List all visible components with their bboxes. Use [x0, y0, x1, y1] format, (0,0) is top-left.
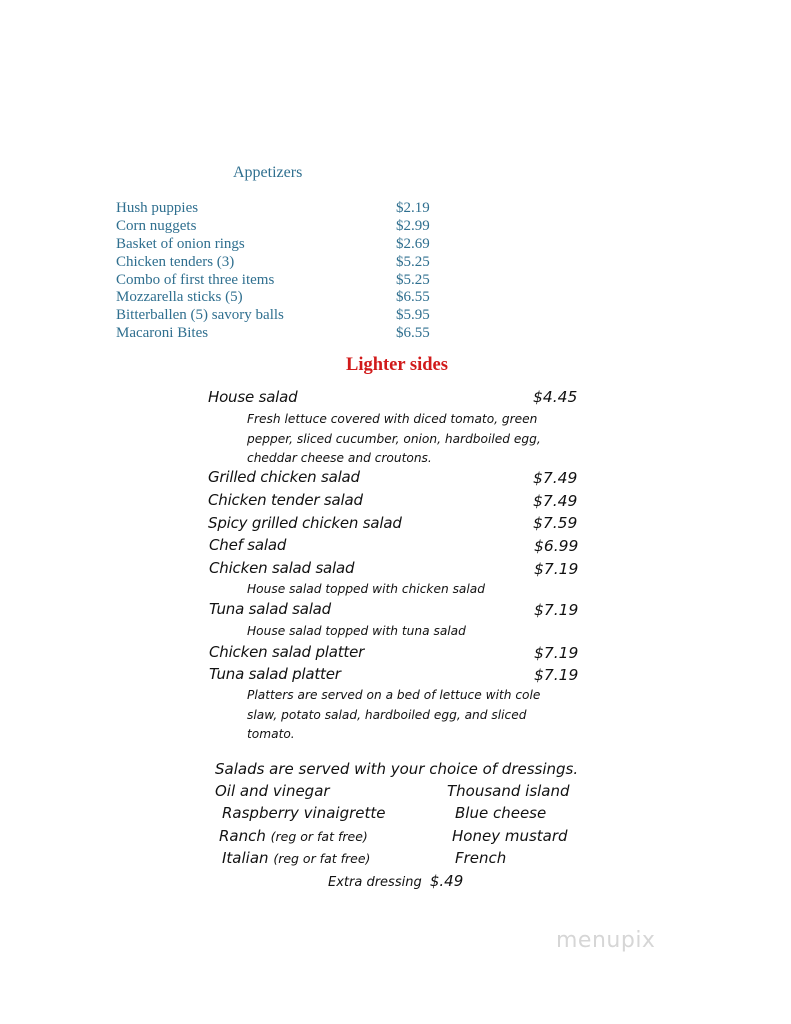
menupix-watermark: menupix	[556, 928, 656, 953]
list-item	[116, 289, 436, 307]
tuna-salad-salad-price: $7.19	[534, 601, 579, 619]
dressing-oil-vinegar: Oil and vinegar	[215, 782, 330, 800]
item-name: Chicken tenders (3)	[116, 253, 235, 270]
item-name: Mozzarella sticks (5)	[116, 289, 243, 306]
item-price: $5.25	[396, 253, 430, 270]
list-item	[116, 254, 436, 272]
item-name: Hush puppies	[116, 200, 199, 216]
grilled-chicken-salad-name: Grilled chicken salad	[208, 468, 360, 486]
chicken-salad-salad-name: Chicken salad salad	[209, 559, 355, 577]
item-name: Combo of first three items	[116, 271, 275, 288]
item-name: Basket of onion rings	[116, 235, 245, 252]
appetizers-heading: Appetizers	[233, 164, 303, 181]
chicken-salad-platter-price: $7.19	[534, 644, 579, 662]
item-price: $6.55	[396, 289, 430, 306]
list-item	[116, 272, 436, 290]
dressing-blue-cheese: Blue cheese	[455, 804, 547, 822]
tuna-salad-platter-name: Tuna salad platter	[209, 665, 341, 683]
item-price: $5.25	[396, 271, 430, 288]
lighter-sides-heading: Lighter sides	[346, 355, 448, 375]
dressing-honey-mustard: Honey mustard	[452, 827, 568, 845]
extra-dressing	[328, 872, 463, 890]
item-name: Bitterballen (5) savory balls	[116, 307, 284, 324]
item-price: $5.95	[396, 307, 430, 324]
dressing-italian-label: Italian	[222, 849, 269, 867]
chef-salad-name: Chef salad	[209, 536, 287, 554]
chef-salad-price: $6.99	[534, 537, 579, 555]
platters-description: Platters are served on a bed of lettuce with cole slaw, potato salad, hardboiled egg, and sliced tomato.	[247, 688, 541, 741]
tuna-salad-platter-price: $7.19	[534, 666, 579, 684]
list-item	[116, 200, 436, 218]
appetizers-list	[116, 200, 436, 343]
list-item	[116, 218, 436, 236]
chicken-tender-salad-price: $7.49	[533, 492, 578, 510]
dressing-raspberry-vinaigrette: Raspberry vinaigrette	[222, 804, 386, 822]
dressing-ranch	[219, 827, 368, 845]
list-item	[116, 236, 436, 254]
item-price: $2.69	[396, 235, 430, 252]
dressing-ranch-note: (reg or fat free)	[270, 829, 368, 844]
house-salad-price: $4.45	[533, 388, 578, 406]
chicken-salad-salad-description: House salad topped with chicken salad	[247, 582, 485, 596]
house-salad-description: Fresh lettuce covered with diced tomato, green pepper, sliced cucumber, onion, hardboiled egg, cheddar cheese and croutons.	[247, 412, 541, 465]
item-price: $6.55	[396, 325, 430, 342]
item-price: $2.99	[396, 217, 430, 234]
house-salad-name: House salad	[208, 388, 298, 406]
chicken-salad-salad-price: $7.19	[534, 560, 579, 578]
list-item	[116, 325, 436, 343]
item-name: Corn nuggets	[116, 217, 197, 234]
dressing-ranch-label: Ranch	[219, 827, 266, 845]
chicken-salad-platter-name: Chicken salad platter	[209, 643, 365, 661]
item-price: $2.19	[396, 200, 430, 216]
tuna-salad-salad-description: House salad topped with tuna salad	[247, 624, 466, 638]
dressing-thousand-island: Thousand island	[447, 782, 570, 800]
spicy-grilled-chicken-salad-name: Spicy grilled chicken salad	[208, 514, 402, 532]
dressing-italian-note: (reg or fat free)	[273, 851, 371, 866]
chicken-tender-salad-name: Chicken tender salad	[208, 491, 363, 509]
grilled-chicken-salad-price: $7.49	[533, 469, 578, 487]
dressings-intro: Salads are served with your choice of dressings.	[215, 760, 579, 778]
spicy-grilled-chicken-salad-price: $7.59	[533, 514, 578, 532]
dressing-french: French	[455, 849, 507, 867]
dressing-italian	[222, 849, 370, 867]
list-item	[116, 307, 436, 325]
extra-dressing-price: $.49	[429, 872, 464, 890]
item-name: Macaroni Bites	[116, 325, 209, 342]
extra-dressing-label: Extra dressing	[328, 875, 422, 890]
tuna-salad-salad-name: Tuna salad salad	[209, 600, 331, 618]
